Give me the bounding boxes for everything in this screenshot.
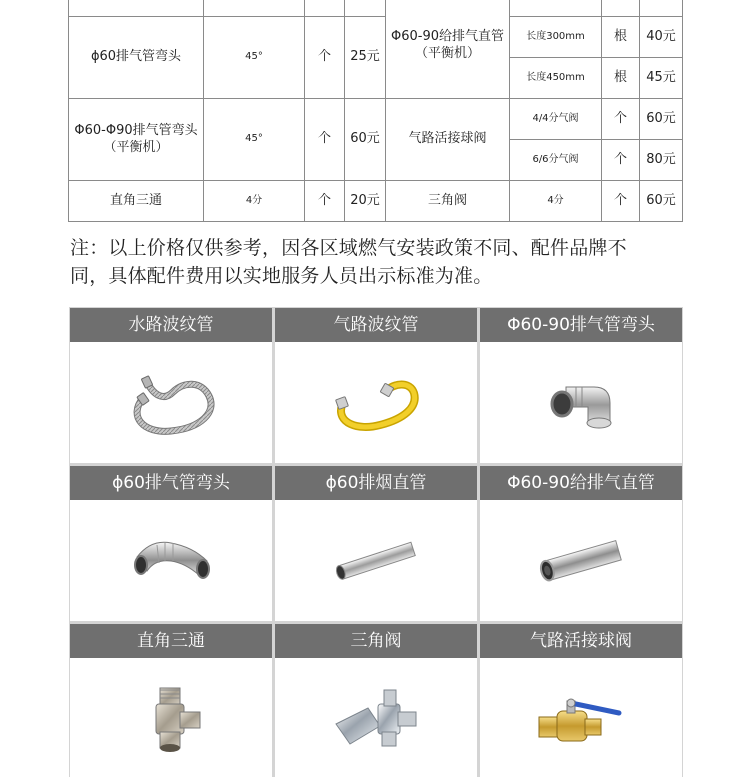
table-cell-spec: 6/6分气阀 bbox=[510, 140, 602, 181]
straight-flue-pipe-icon bbox=[331, 539, 421, 583]
ball-valve-icon bbox=[531, 689, 631, 749]
product-title: Φ60-90给排气直管 bbox=[480, 466, 682, 500]
product-title: 三角阀 bbox=[275, 624, 477, 658]
table-cell-unit: 个 bbox=[305, 181, 345, 222]
exhaust-elbow-60-icon bbox=[123, 531, 219, 591]
product-card bbox=[70, 624, 272, 779]
table-cell-spec: 45° bbox=[204, 99, 305, 181]
braided-hose-icon bbox=[123, 368, 219, 438]
table-cell-price: 25元 bbox=[345, 17, 386, 99]
product-title: 气路活接球阀 bbox=[480, 624, 682, 658]
table-cell-unit: 根 bbox=[602, 58, 640, 99]
product-card bbox=[480, 308, 682, 463]
product-card bbox=[275, 308, 477, 463]
price-note-line: 注：以上价格仅供参考，因各区域燃气安装政策不同、配件品牌不 bbox=[70, 237, 627, 259]
table-cell-name: 直角三通 bbox=[69, 181, 204, 222]
table-cell bbox=[640, 0, 683, 17]
table-cell-spec: 4分 bbox=[510, 181, 602, 222]
table-cell-unit: 个 bbox=[602, 181, 640, 222]
price-note bbox=[70, 234, 690, 290]
product-grid bbox=[69, 307, 683, 777]
table-cell-unit: 个 bbox=[305, 99, 345, 181]
table-cell bbox=[305, 0, 345, 17]
table-cell bbox=[69, 0, 204, 17]
table-row bbox=[69, 99, 683, 140]
table-cell bbox=[510, 0, 602, 17]
product-title: ϕ60排气管弯头 bbox=[70, 466, 272, 500]
product-title: 气路波纹管 bbox=[275, 308, 477, 342]
price-note-line: 同，具体配件费用以实地服务人员出示标准为准。 bbox=[70, 265, 493, 287]
table-cell-price: 60元 bbox=[345, 99, 386, 181]
table-cell bbox=[602, 0, 640, 17]
table-cell-unit: 根 bbox=[602, 17, 640, 58]
table-row bbox=[69, 181, 683, 222]
product-card bbox=[275, 466, 477, 621]
table-cell-name: ϕ60排气管弯头 bbox=[69, 17, 204, 99]
product-title: 直角三通 bbox=[70, 624, 272, 658]
table-row bbox=[69, 17, 683, 58]
product-title: Φ60-90排气管弯头 bbox=[480, 308, 682, 342]
table-cell bbox=[204, 0, 305, 17]
table-cell-unit: 个 bbox=[602, 140, 640, 181]
table-cell-name: Φ60-Φ90排气管弯头 （平衡机） bbox=[69, 99, 204, 181]
product-card bbox=[70, 466, 272, 621]
price-table bbox=[68, 0, 683, 222]
table-cell-unit: 个 bbox=[305, 17, 345, 99]
table-cell-spec: 4/4分气阀 bbox=[510, 99, 602, 140]
table-cell-spec: 45° bbox=[204, 17, 305, 99]
product-title: ϕ60排烟直管 bbox=[275, 466, 477, 500]
table-row-cut-top bbox=[69, 0, 683, 17]
table-cell-coaxial-pipe-name: Φ60-90给排气直管 （平衡机） bbox=[386, 0, 510, 99]
table-cell-ball-valve-name: 气路活接球阀 bbox=[386, 99, 510, 181]
coaxial-straight-pipe-icon bbox=[536, 536, 626, 586]
table-cell-spec: 4分 bbox=[204, 181, 305, 222]
product-title: 水路波纹管 bbox=[70, 308, 272, 342]
table-cell-name: 三角阀 bbox=[386, 181, 510, 222]
table-cell-unit: 个 bbox=[602, 99, 640, 140]
table-cell-price: 60元 bbox=[640, 99, 683, 140]
table-cell-spec: 长度300mm bbox=[510, 17, 602, 58]
product-card bbox=[70, 308, 272, 463]
product-card bbox=[480, 466, 682, 621]
table-cell bbox=[345, 0, 386, 17]
table-cell-price: 60元 bbox=[640, 181, 683, 222]
table-cell-price: 80元 bbox=[640, 140, 683, 181]
angle-valve-icon bbox=[328, 684, 424, 754]
table-cell-spec: 长度450mm bbox=[510, 58, 602, 99]
product-card bbox=[480, 624, 682, 779]
table-cell-price: 20元 bbox=[345, 181, 386, 222]
product-card bbox=[275, 624, 477, 779]
exhaust-elbow-90-icon bbox=[536, 371, 626, 435]
table-cell-price: 45元 bbox=[640, 58, 683, 99]
tee-fitting-icon bbox=[136, 684, 206, 754]
yellow-gas-hose-icon bbox=[328, 371, 424, 435]
table-cell-price: 40元 bbox=[640, 17, 683, 58]
